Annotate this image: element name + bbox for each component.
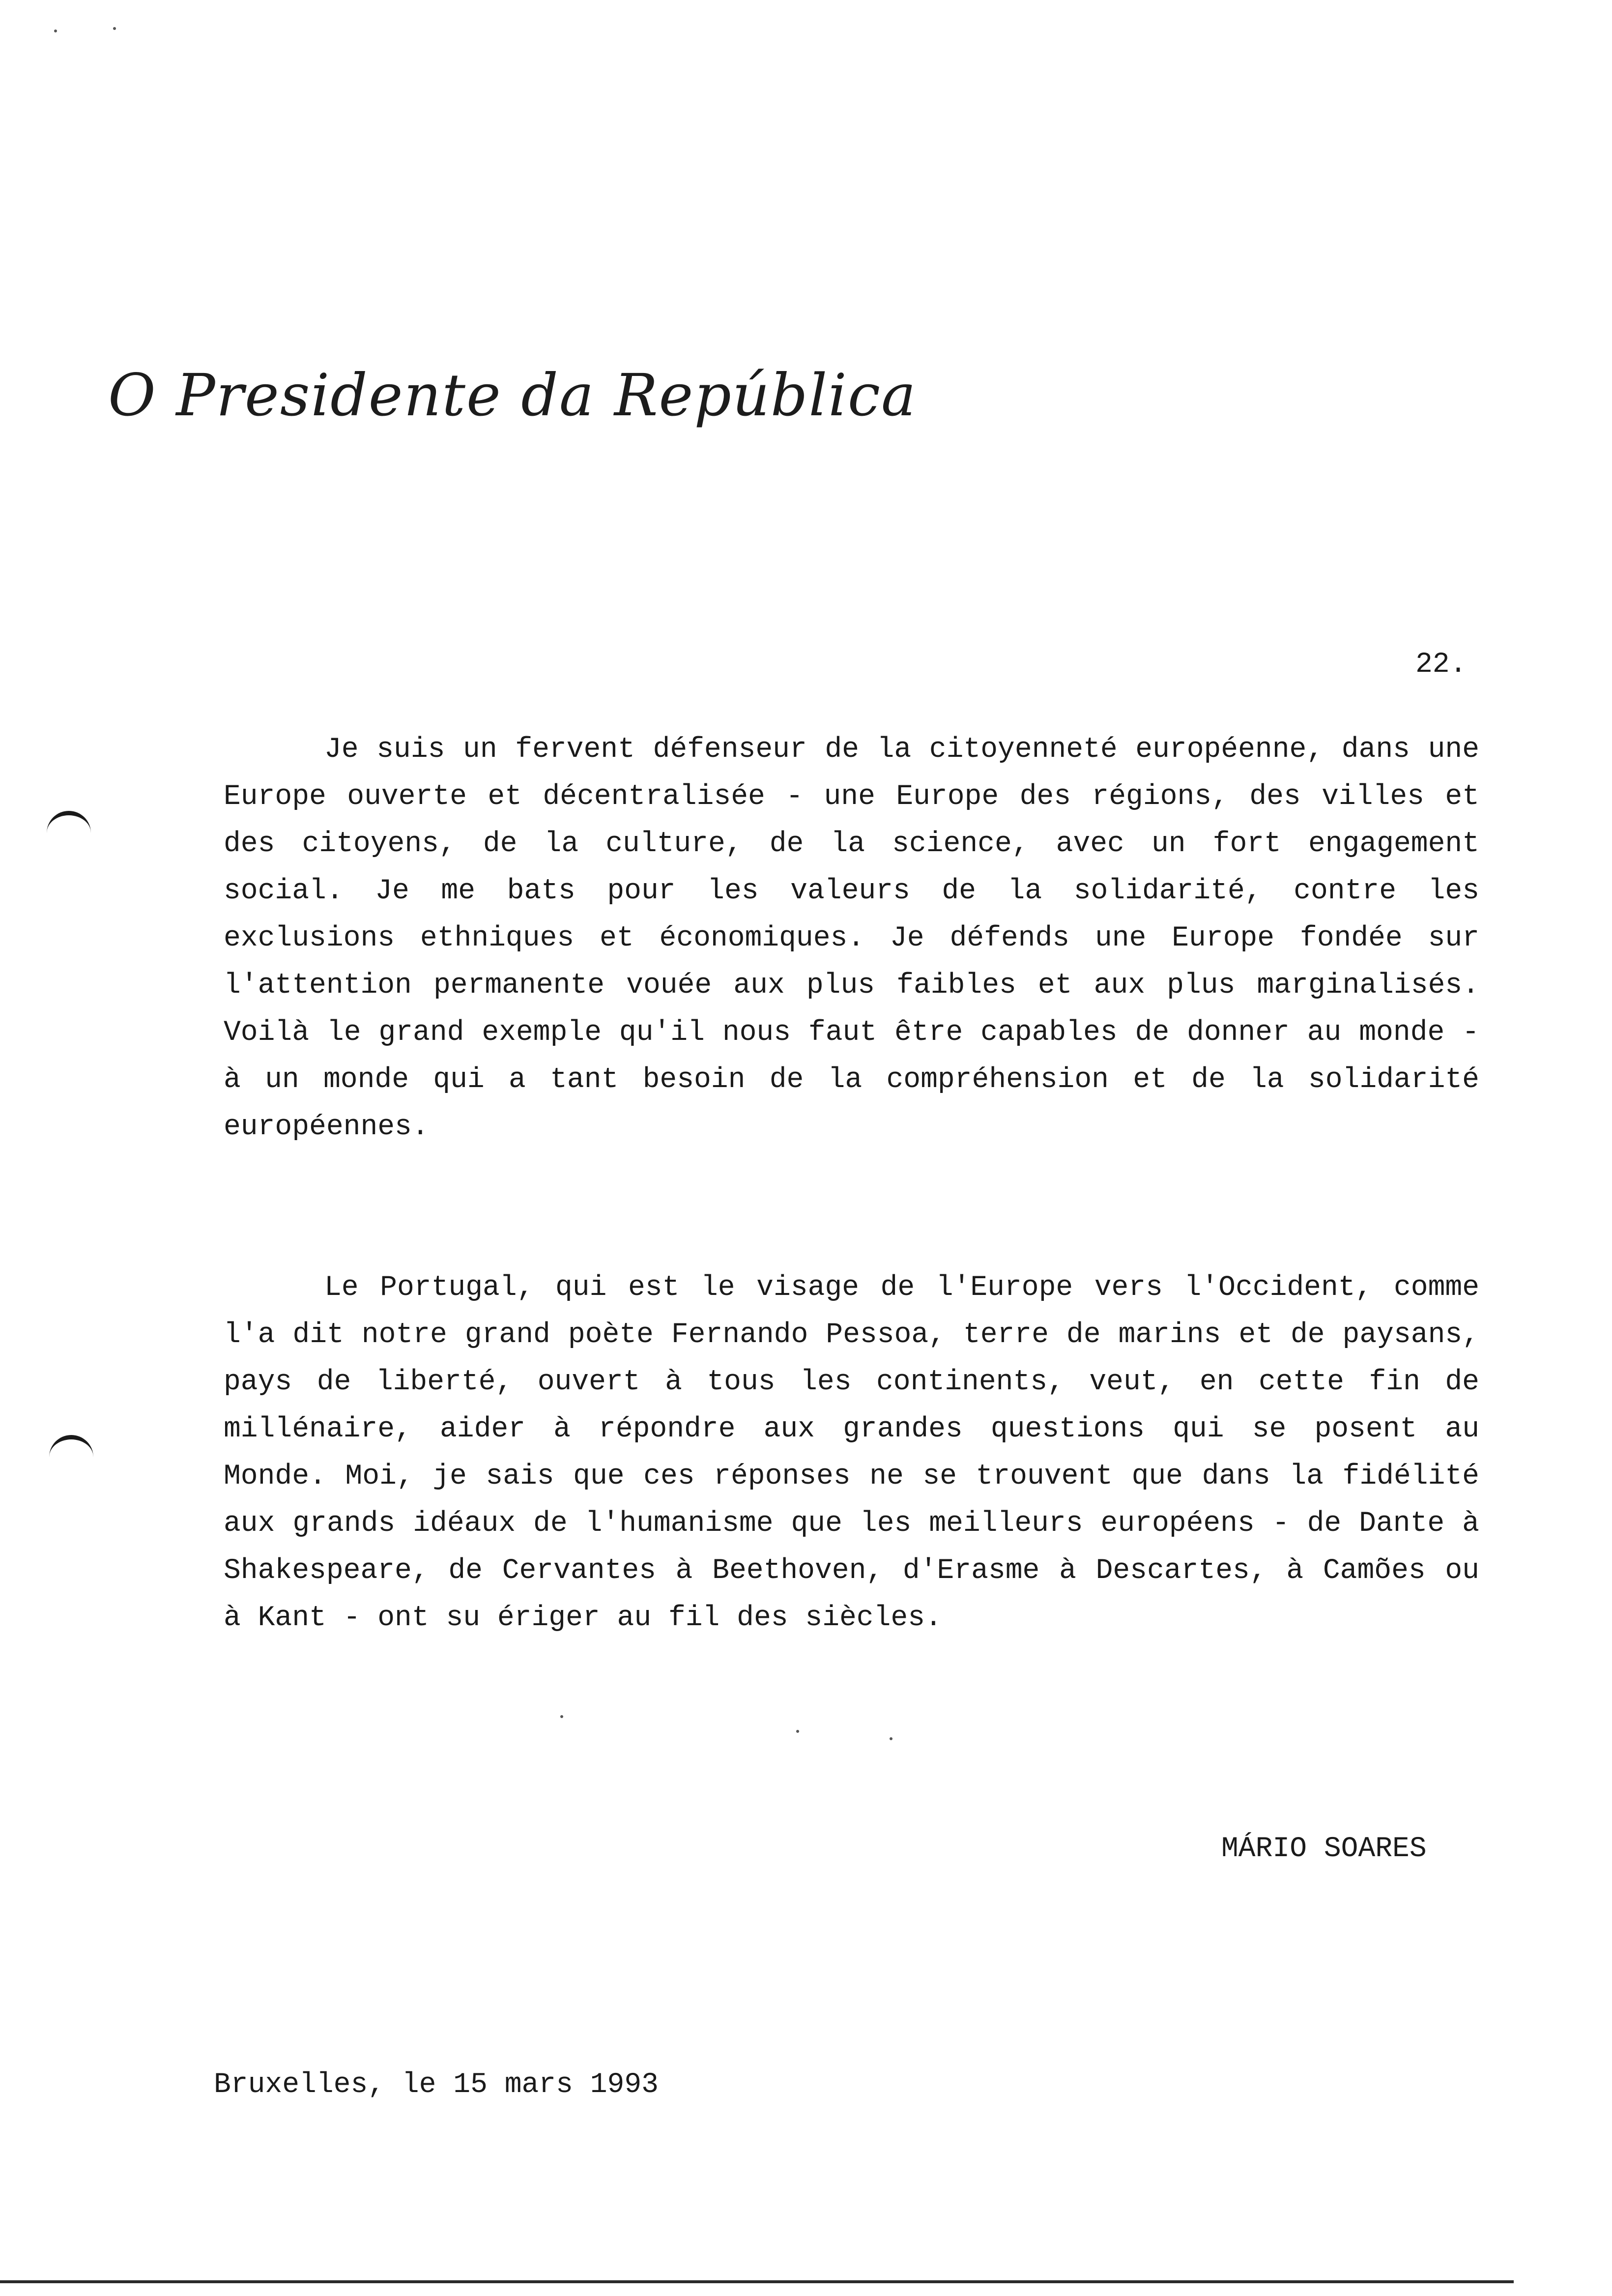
- scan-speck: [560, 1715, 563, 1718]
- binder-hole-mark-top: [47, 811, 91, 840]
- paragraph-2: Le Portugal, qui est le visage de l'Europe vers l'Occident, comme l'a dit notre grand poète Fernando Pessoa, terre de marins et de paysans, pays de liberté, ouvert à tous les continents, veut, en cette fin de millénaire, aider à répondre aux grandes questions qui se posent au Monde. Moi, je sais que ces réponses ne se trouvent que dans la fidélité aux grands idéaux de l'humanisme que les meilleurs européens - de Dante à Shakespeare, de Cervantes à Beethoven, d'Erasme à Descartes, à Camões ou à Kant - ont su ériger au fil des siècles.: [224, 1272, 1479, 1634]
- signature-name: MÁRIO SOARES: [1221, 1833, 1427, 1865]
- scan-speck: [54, 29, 57, 32]
- scan-speck: [796, 1730, 799, 1733]
- bottom-rule: [0, 2280, 1514, 2283]
- place-date: Bruxelles, le 15 mars 1993: [214, 2069, 659, 2101]
- paragraph-1: Je suis un fervent défenseur de la citoyenneté européenne, dans une Europe ouverte et décentralisée - une Europe des régions, des villes et des citoyens, de la culture, de la science, avec un fort engagement social. Je me bats pour les valeurs de la solidarité, contre les exclusions ethniques et économiques. Je défends une Europe fondée sur l'attention permanente vouée aux plus faibles et aux plus marginalisés. Voilà le grand exemple qu'il nous faut être capables de donner au monde - à un monde qui a tant besoin de la compréhension et de la solidarité européennes.: [224, 734, 1479, 1143]
- scan-speck: [890, 1737, 892, 1740]
- scan-speck: [113, 27, 116, 30]
- page-number: 22.: [1415, 649, 1467, 681]
- binder-hole-mark-bottom: [49, 1435, 93, 1464]
- letterhead-title: O Presidente da República: [108, 361, 917, 429]
